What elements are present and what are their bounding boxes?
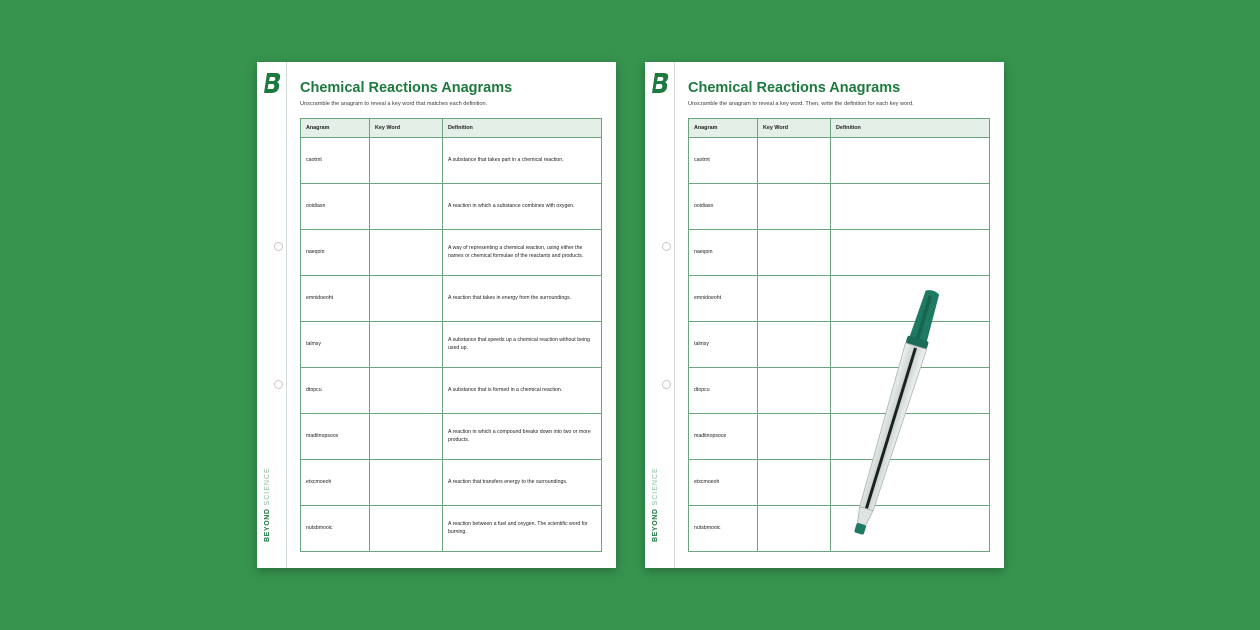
- table-row: [689, 138, 990, 184]
- key-word-cell[interactable]: [370, 506, 443, 552]
- table-row: [301, 184, 602, 230]
- table-row: [301, 138, 602, 184]
- anagram-cell: emnidoeoht: [301, 276, 370, 322]
- key-word-cell[interactable]: [370, 460, 443, 506]
- ballpoint-pen-icon: [820, 285, 970, 545]
- anagram-cell: nutsbmooic: [301, 506, 370, 552]
- table-header-row: [689, 119, 990, 138]
- key-word-cell[interactable]: [370, 138, 443, 184]
- table-row: [301, 276, 602, 322]
- anagram-cell: nutsbmooic: [689, 506, 758, 552]
- worksheet-instructions: Unscramble the anagram to reveal a key word. Then, write the definition for each key word.: [688, 101, 914, 107]
- definition-cell: A reaction between a fuel and oxygen. The scientific word for burning.: [443, 506, 602, 552]
- anagram-cell: dtopcu: [301, 368, 370, 414]
- definition-cell: A reaction that takes in energy from the surroundings.: [443, 276, 602, 322]
- margin-line: [286, 62, 287, 568]
- definition-cell: A reaction that transfers energy to the surroundings.: [443, 460, 602, 506]
- worksheet-title: Chemical Reactions Anagrams: [300, 80, 513, 96]
- anagram-cell: etxcmoeoh: [301, 460, 370, 506]
- key-word-cell[interactable]: [370, 414, 443, 460]
- table-row: [689, 184, 990, 230]
- definition-cell: A reaction in which a substance combines with oxygen.: [443, 184, 602, 230]
- anagram-cell: ooidiasn: [301, 184, 370, 230]
- definition-cell: A substance that is formed in a chemical reaction.: [443, 368, 602, 414]
- table-row: [301, 506, 602, 552]
- header-key-word: Key Word: [370, 119, 443, 138]
- header-anagram: Anagram: [689, 119, 758, 138]
- table-row: [301, 460, 602, 506]
- beyond-logo-icon: [651, 72, 671, 94]
- key-word-cell[interactable]: [370, 276, 443, 322]
- worksheet-title: Chemical Reactions Anagrams: [688, 80, 901, 96]
- brand-name: BEYOND: [264, 508, 271, 542]
- brand-mark: [649, 462, 663, 542]
- anagram-cell: ooidiasn: [689, 184, 758, 230]
- definition-cell: A substance that speeds up a chemical reaction without being used up.: [443, 322, 602, 368]
- brand-mark: [261, 462, 275, 542]
- header-definition: Definition: [443, 119, 602, 138]
- brand-name: BEYOND: [652, 508, 659, 542]
- anagram-cell: naeqoin: [301, 230, 370, 276]
- header-key-word: Key Word: [758, 119, 831, 138]
- anagram-cell: etxcmoeoh: [689, 460, 758, 506]
- margin-line: [674, 62, 675, 568]
- punch-hole-icon: [662, 242, 671, 251]
- definition-cell[interactable]: [831, 230, 990, 276]
- anagram-cell: talmsy: [689, 322, 758, 368]
- table-row: [301, 414, 602, 460]
- key-word-cell[interactable]: [758, 184, 831, 230]
- key-word-cell[interactable]: [758, 230, 831, 276]
- header-anagram: Anagram: [301, 119, 370, 138]
- anagram-cell: caotrnt: [301, 138, 370, 184]
- beyond-logo-icon: [263, 72, 283, 94]
- table-row: [301, 230, 602, 276]
- definition-cell[interactable]: [831, 138, 990, 184]
- anagram-cell: talmsy: [301, 322, 370, 368]
- punch-hole-icon: [662, 380, 671, 389]
- definition-cell: A way of representing a chemical reaction, using either the names or chemical formulae of the reactants and products.: [443, 230, 602, 276]
- anagram-cell: dtopcu: [689, 368, 758, 414]
- header-definition: Definition: [831, 119, 990, 138]
- punch-hole-icon: [274, 242, 283, 251]
- brand-subtitle: SCIENCE: [264, 467, 271, 506]
- key-word-cell[interactable]: [370, 368, 443, 414]
- punch-hole-icon: [274, 380, 283, 389]
- table-row: [301, 322, 602, 368]
- anagram-cell: naeqoin: [689, 230, 758, 276]
- anagram-cell: emnidoeoht: [689, 276, 758, 322]
- key-word-cell[interactable]: [370, 184, 443, 230]
- anagram-table: [300, 118, 602, 552]
- worksheet-page-definitions: [257, 62, 616, 568]
- key-word-cell[interactable]: [370, 322, 443, 368]
- key-word-cell[interactable]: [758, 138, 831, 184]
- table-header-row: [301, 119, 602, 138]
- definition-cell: A reaction in which a compound breaks down into two or more products.: [443, 414, 602, 460]
- table-row: [689, 230, 990, 276]
- brand-subtitle: SCIENCE: [652, 467, 659, 506]
- key-word-cell[interactable]: [370, 230, 443, 276]
- table-row: [301, 368, 602, 414]
- worksheet-instructions: Unscramble the anagram to reveal a key word that matches each definition.: [300, 101, 488, 107]
- anagram-cell: maditnopsoce: [301, 414, 370, 460]
- anagram-cell: maditnopsoce: [689, 414, 758, 460]
- definition-cell: A substance that takes part in a chemical reaction.: [443, 138, 602, 184]
- anagram-cell: caotrnt: [689, 138, 758, 184]
- definition-cell[interactable]: [831, 184, 990, 230]
